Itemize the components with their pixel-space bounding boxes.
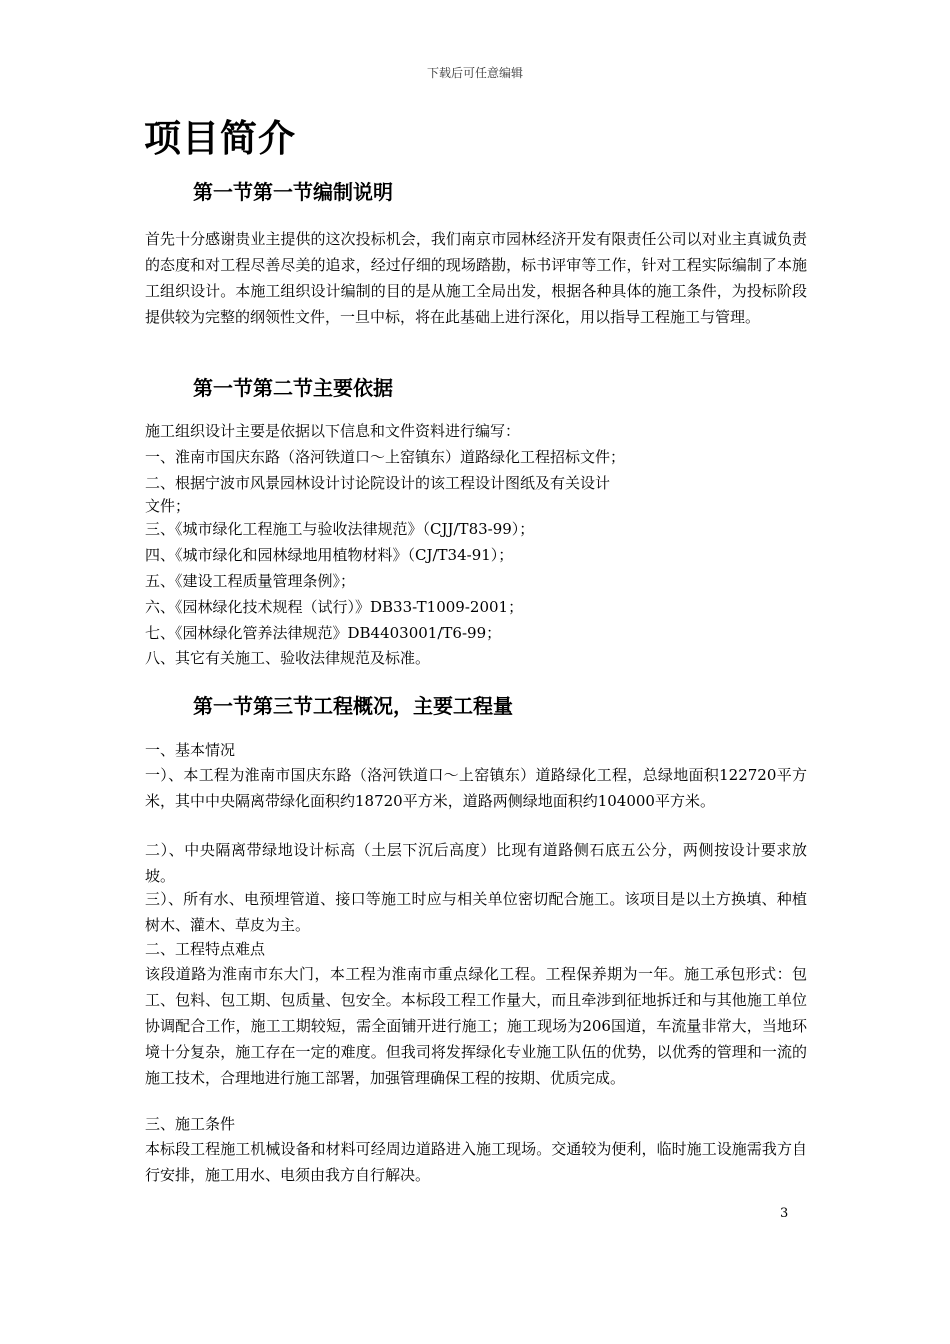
overview-subheading: 二、工程特点难点: [145, 940, 266, 958]
basis-line: 八、其它有关施工、验收法律规范及标准。: [145, 649, 431, 667]
basis-line: 七、《园林绿化管养法律规范》DB4403001/T6-99；: [145, 624, 502, 642]
section-heading-compilation: 第一节第一节编制说明: [193, 180, 393, 204]
basis-line: 四、《城市绿化和园林绿地用植物材料》（CJ/T34-91）；: [145, 546, 514, 564]
basis-line: 施工组织设计主要是依据以下信息和文件资料进行编写：: [145, 422, 521, 440]
section-heading-basis: 第一节第二节主要依据: [193, 376, 393, 400]
overview-paragraph: 三）、所有水、电预埋管道、接口等施工时应与相关单位密切配合施工。该项目是以土方换填、种植树木、灌木、草皮为主。: [145, 890, 807, 934]
basis-line: 三、《城市绿化工程施工与验收法律规范》（CJJ/T83-99）；: [145, 520, 535, 538]
basis-line: 五、《建设工程质量管理条例》；: [145, 572, 356, 590]
page-header: 下载后可任意编辑: [426, 66, 523, 80]
page-number: 3: [780, 1206, 789, 1221]
overview-paragraph: 二）、中央隔离带绿地设计标高（土层下沉后高度）比现有道路侧石底五公分，两侧按设计要求放坡。: [145, 841, 807, 885]
section-paragraph-compilation: 首先十分感谢贵业主提供的这次投标机会，我们南京市园林经济开发有限责任公司以对业主真诚负责的态度和对工程尽善尽美的追求，经过仔细的现场踏勘，标书评审等工作，针对工程实际编制了本施工组织设计。本施工组织设计编制的目的是从施工全局出发，根据各种具体的施工条件，为投标阶段提供较为完整的纲领性文件，一旦中标，将在此基础上进行深化，用以指导工程施工与管理。: [145, 230, 807, 326]
section-heading-overview: 第一节第三节工程概况，主要工程量: [193, 694, 513, 718]
basis-line: 文件；: [145, 497, 191, 515]
basis-line: 一、淮南市国庆东路（洛河铁道口～上窑镇东）道路绿化工程招标文件；: [145, 448, 626, 466]
overview-paragraph: 该段道路为淮南市东大门，本工程为淮南市重点绿化工程。工程保养期为一年。施工承包形式：包工、包料、包工期、包质量、包安全。本标段工程工作量大，而且牵涉到征地拆迁和与其他施工单位协调配合工作，施工工期较短，需全面铺开进行施工；施工现场为206国道，车流量非常大，当地环境十分复杂，施工存在一定的难度。但我司将发挥绿化专业施工队伍的优势，以优秀的管理和一流的施工技术，合理地进行施工部署，加强管理确保工程的按期、优质完成。: [145, 965, 807, 1087]
overview-subheading: 一、基本情况: [145, 741, 236, 759]
overview-subheading: 三、施工条件: [145, 1115, 236, 1133]
basis-line: 六、《园林绿化技术规程（试行）》DB33-T1009-2001；: [145, 598, 524, 616]
overview-paragraph: 一）、本工程为淮南市国庆东路（洛河铁道口～上窑镇东）道路绿化工程，总绿地面积122720平方米，其中中央隔离带绿化面积约18720平方米，道路两侧绿地面积约104000平方米。: [145, 766, 807, 810]
page-title: 项目简介: [144, 116, 296, 160]
basis-line: 二、根据宁波市风景园林设计讨论院设计的该工程设计图纸及有关设计: [145, 474, 611, 492]
overview-paragraph: 本标段工程施工机械设备和材料可经周边道路进入施工现场。交通较为便利，临时施工设施需我方自行安排，施工用水、电须由我方自行解决。: [145, 1140, 807, 1184]
